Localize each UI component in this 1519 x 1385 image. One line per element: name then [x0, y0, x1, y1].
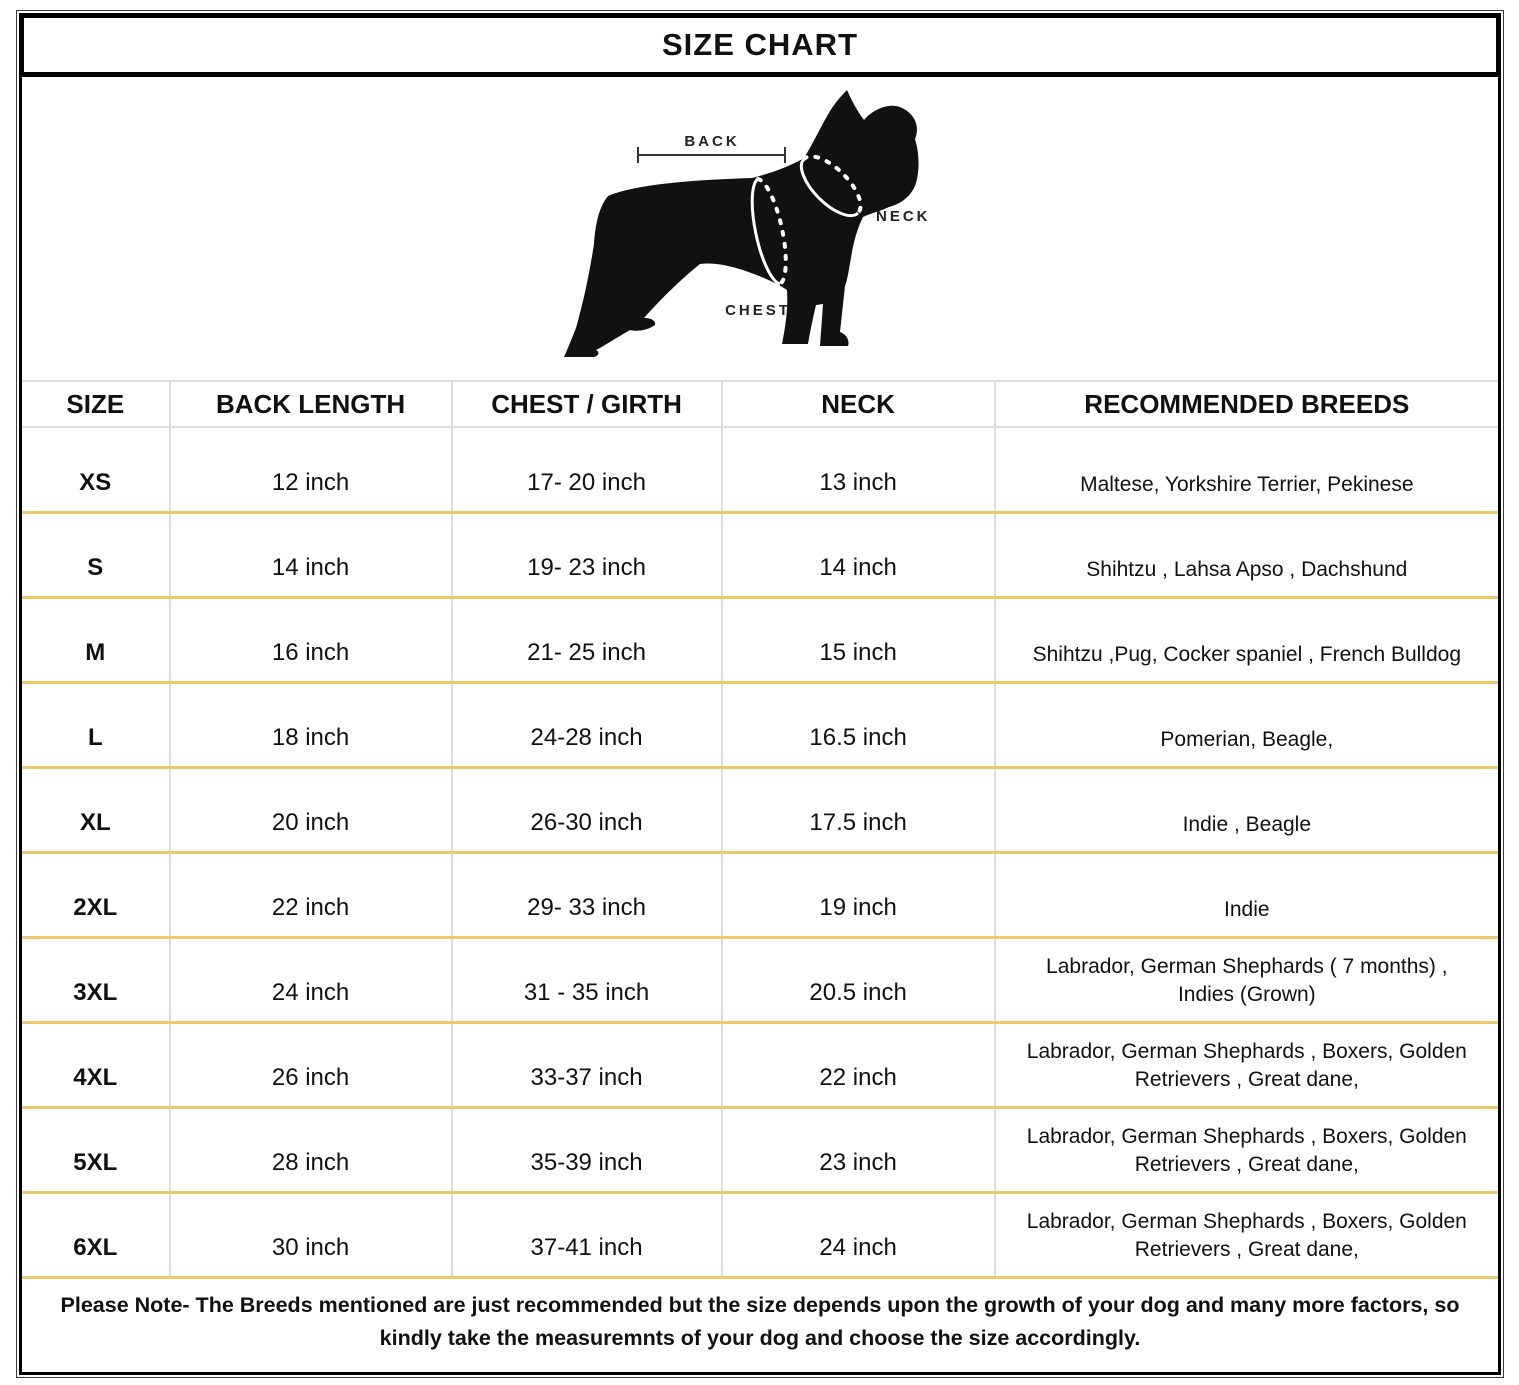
neck-cell: 17.5 inch — [722, 767, 995, 852]
neck-cell: 16.5 inch — [722, 682, 995, 767]
column-header: SIZE — [22, 381, 170, 427]
back-length-cell: 22 inch — [170, 852, 452, 937]
breeds-cell: Shihtzu , Lahsa Apso , Dachshund — [995, 512, 1498, 597]
table-row — [22, 767, 1498, 852]
table-row — [22, 1107, 1498, 1192]
breeds-cell: Pomerian, Beagle, — [995, 682, 1498, 767]
back-length-cell: 20 inch — [170, 767, 452, 852]
column-header: RECOMMENDED BREEDS — [995, 381, 1498, 427]
dog-diagram-area — [22, 77, 1498, 380]
table-header-row — [22, 381, 1498, 427]
chest-girth-cell: 33-37 inch — [452, 1022, 722, 1107]
table-row — [22, 427, 1498, 512]
size-cell: 3XL — [22, 937, 170, 1022]
neck-cell: 13 inch — [722, 427, 995, 512]
table-row — [22, 682, 1498, 767]
back-length-cell: 12 inch — [170, 427, 452, 512]
chest-girth-cell: 31 - 35 inch — [452, 937, 722, 1022]
size-cell: 4XL — [22, 1022, 170, 1107]
neck-cell: 22 inch — [722, 1022, 995, 1107]
size-cell: XL — [22, 767, 170, 852]
chest-girth-cell: 35-39 inch — [452, 1107, 722, 1192]
back-length-cell: 26 inch — [170, 1022, 452, 1107]
size-cell: M — [22, 597, 170, 682]
page-title: SIZE CHART — [662, 27, 858, 62]
note-area — [22, 1279, 1498, 1373]
size-cell: XS — [22, 427, 170, 512]
back-length-cell: 18 inch — [170, 682, 452, 767]
breeds-cell: Maltese, Yorkshire Terrier, Pekinese — [995, 427, 1498, 512]
breeds-cell: Labrador, German Shephards , Boxers, Golden Retrievers , Great dane, — [995, 1107, 1498, 1192]
back-length-cell: 28 inch — [170, 1107, 452, 1192]
neck-cell: 24 inch — [722, 1192, 995, 1277]
size-cell: S — [22, 512, 170, 597]
table-row — [22, 512, 1498, 597]
chest-girth-cell: 29- 33 inch — [452, 852, 722, 937]
neck-cell: 23 inch — [722, 1107, 995, 1192]
sheet-frame — [16, 10, 1504, 1378]
size-cell: 2XL — [22, 852, 170, 937]
column-header: NECK — [722, 381, 995, 427]
back-length-cell: 30 inch — [170, 1192, 452, 1277]
size-cell: 5XL — [22, 1107, 170, 1192]
chest-label: CHEST — [725, 302, 791, 319]
neck-cell: 15 inch — [722, 597, 995, 682]
size-cell: 6XL — [22, 1192, 170, 1277]
back-label: BACK — [684, 133, 740, 150]
breeds-cell: Indie , Beagle — [995, 767, 1498, 852]
neck-cell: 14 inch — [722, 512, 995, 597]
back-length-cell: 24 inch — [170, 937, 452, 1022]
table-row — [22, 852, 1498, 937]
back-length-cell: 14 inch — [170, 512, 452, 597]
chest-girth-cell: 26-30 inch — [452, 767, 722, 852]
size-cell: L — [22, 682, 170, 767]
title-box — [19, 13, 1501, 77]
column-header: BACK LENGTH — [170, 381, 452, 427]
size-table — [22, 380, 1498, 1279]
main-box — [19, 77, 1501, 1375]
chest-girth-cell: 17- 20 inch — [452, 427, 722, 512]
note-text: Please Note- The Breeds mentioned are just recommended but the size depends upon the growth of your dog and many more factors, so kindly take the measuremnts of your dog and choose the size accordingly. — [60, 1292, 1460, 1351]
chest-girth-cell: 37-41 inch — [452, 1192, 722, 1277]
back-length-cell: 16 inch — [170, 597, 452, 682]
neck-cell: 20.5 inch — [722, 937, 995, 1022]
dog-measurement-diagram-icon — [552, 80, 1012, 380]
column-header: CHEST / GIRTH — [452, 381, 722, 427]
table-row — [22, 1022, 1498, 1107]
table-row — [22, 1192, 1498, 1277]
chest-girth-cell: 19- 23 inch — [452, 512, 722, 597]
breeds-cell: Indie — [995, 852, 1498, 937]
neck-cell: 19 inch — [722, 852, 995, 937]
chest-girth-cell: 24-28 inch — [452, 682, 722, 767]
breeds-cell: Labrador, German Shephards , Boxers, Golden Retrievers , Great dane, — [995, 1022, 1498, 1107]
table-row — [22, 937, 1498, 1022]
neck-label: NECK — [876, 208, 931, 225]
table-row — [22, 597, 1498, 682]
breeds-cell: Labrador, German Shephards ( 7 months) , Indies (Grown) — [995, 937, 1498, 1022]
breeds-cell: Labrador, German Shephards , Boxers, Golden Retrievers , Great dane, — [995, 1192, 1498, 1277]
breeds-cell: Shihtzu ,Pug, Cocker spaniel , French Bulldog — [995, 597, 1498, 682]
chest-girth-cell: 21- 25 inch — [452, 597, 722, 682]
